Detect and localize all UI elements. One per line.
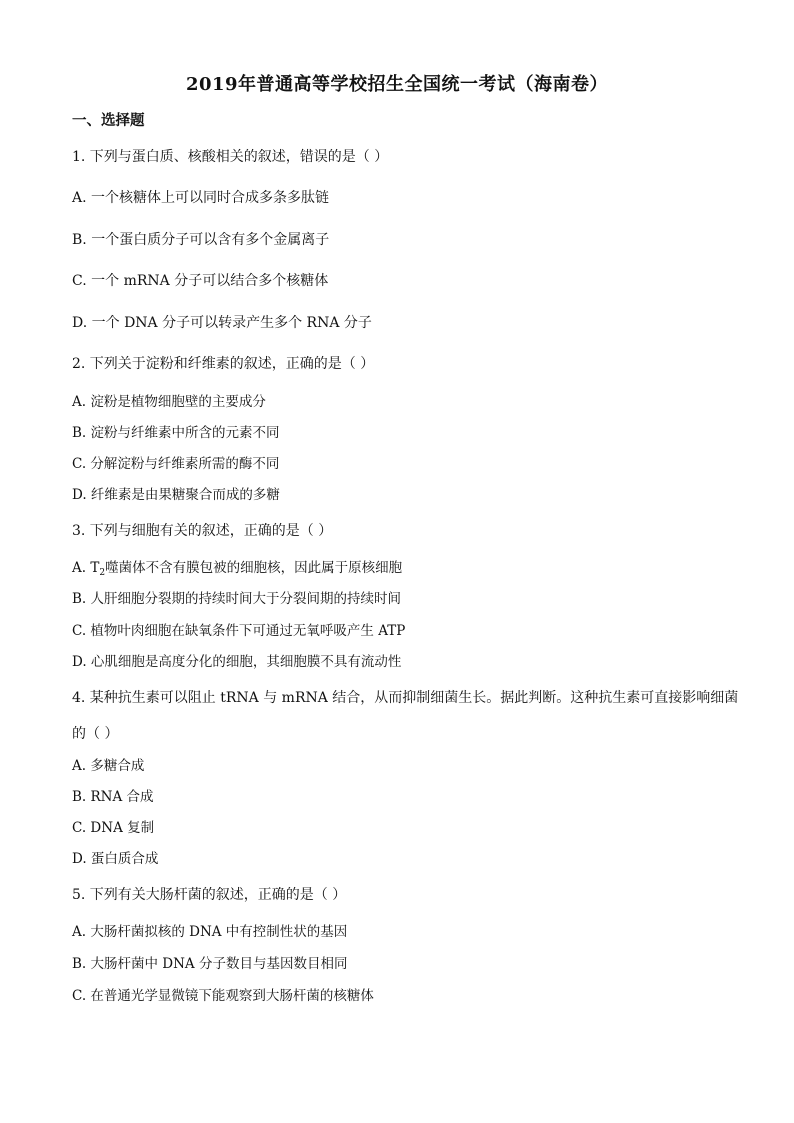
question-3-option-a — [72, 556, 402, 578]
question-1-option-b: B. 一个蛋白质分子可以含有多个金属离子 — [72, 232, 330, 248]
question-4-option-b: B. RNA 合成 — [72, 789, 154, 805]
question-4-option-d: D. 蛋白质合成 — [72, 851, 159, 867]
question-3-option-c: C. 植物叶肉细胞在缺氧条件下可通过无氧呼吸产生 ATP — [72, 623, 406, 639]
question-5-option-c: C. 在普通光学显微镜下能观察到大肠杆菌的核糖体 — [72, 988, 374, 1004]
question-3-option-a-subscript: 2 — [99, 568, 106, 578]
question-3-option-b: B. 人肝细胞分裂期的持续时间大于分裂间期的持续时间 — [72, 591, 402, 607]
question-4-stem: 4. 某种抗生素可以阻止 tRNA 与 mRNA 结合，从而抑制细菌生长。据此判断。这种抗生素可直接影响细菌 — [72, 690, 739, 706]
question-5-stem: 5. 下列有关大肠杆菌的叙述，正确的是（ ） — [72, 887, 347, 903]
question-1-option-c: C. 一个 mRNA 分子可以结合多个核糖体 — [72, 273, 329, 289]
question-3-option-d: D. 心肌细胞是高度分化的细胞，其细胞膜不具有流动性 — [72, 654, 402, 670]
question-2-option-b: B. 淀粉与纤维素中所含的元素不同 — [72, 425, 280, 441]
question-5-option-a: A. 大肠杆菌拟核的 DNA 中有控制性状的基因 — [72, 924, 348, 940]
question-1-stem: 1. 下列与蛋白质、核酸相关的叙述，错误的是（ ） — [72, 149, 389, 165]
question-2-option-c: C. 分解淀粉与纤维素所需的酶不同 — [72, 456, 280, 472]
question-2-option-a: A. 淀粉是植物细胞壁的主要成分 — [72, 394, 266, 410]
question-4-option-a: A. 多糖合成 — [72, 758, 145, 774]
section-heading: 一、选择题 — [72, 112, 145, 129]
question-4-option-c: C. DNA 复制 — [72, 820, 155, 836]
exam-title: 2019年普通高等学校招生全国统一考试（海南卷） — [185, 74, 609, 95]
question-1-option-d: D. 一个 DNA 分子可以转录产生多个 RNA 分子 — [72, 315, 372, 331]
question-3-option-a-text: 噬菌体不含有膜包被的细胞核，因此属于原核细胞 — [105, 560, 403, 576]
question-3-option-a-prefix: A. T — [72, 560, 100, 576]
question-3-stem: 3. 下列与细胞有关的叙述，正确的是（ ） — [72, 523, 333, 539]
question-4-stem-continued: 的（ ） — [72, 726, 119, 742]
question-1-option-a: A. 一个核糖体上可以同时合成多条多肽链 — [72, 190, 330, 206]
question-5-option-b: B. 大肠杆菌中 DNA 分子数目与基因数目相同 — [72, 956, 348, 972]
question-2-stem: 2. 下列关于淀粉和纤维素的叙述，正确的是（ ） — [72, 356, 375, 372]
question-2-option-d: D. 纤维素是由果糖聚合而成的多糖 — [72, 487, 280, 503]
